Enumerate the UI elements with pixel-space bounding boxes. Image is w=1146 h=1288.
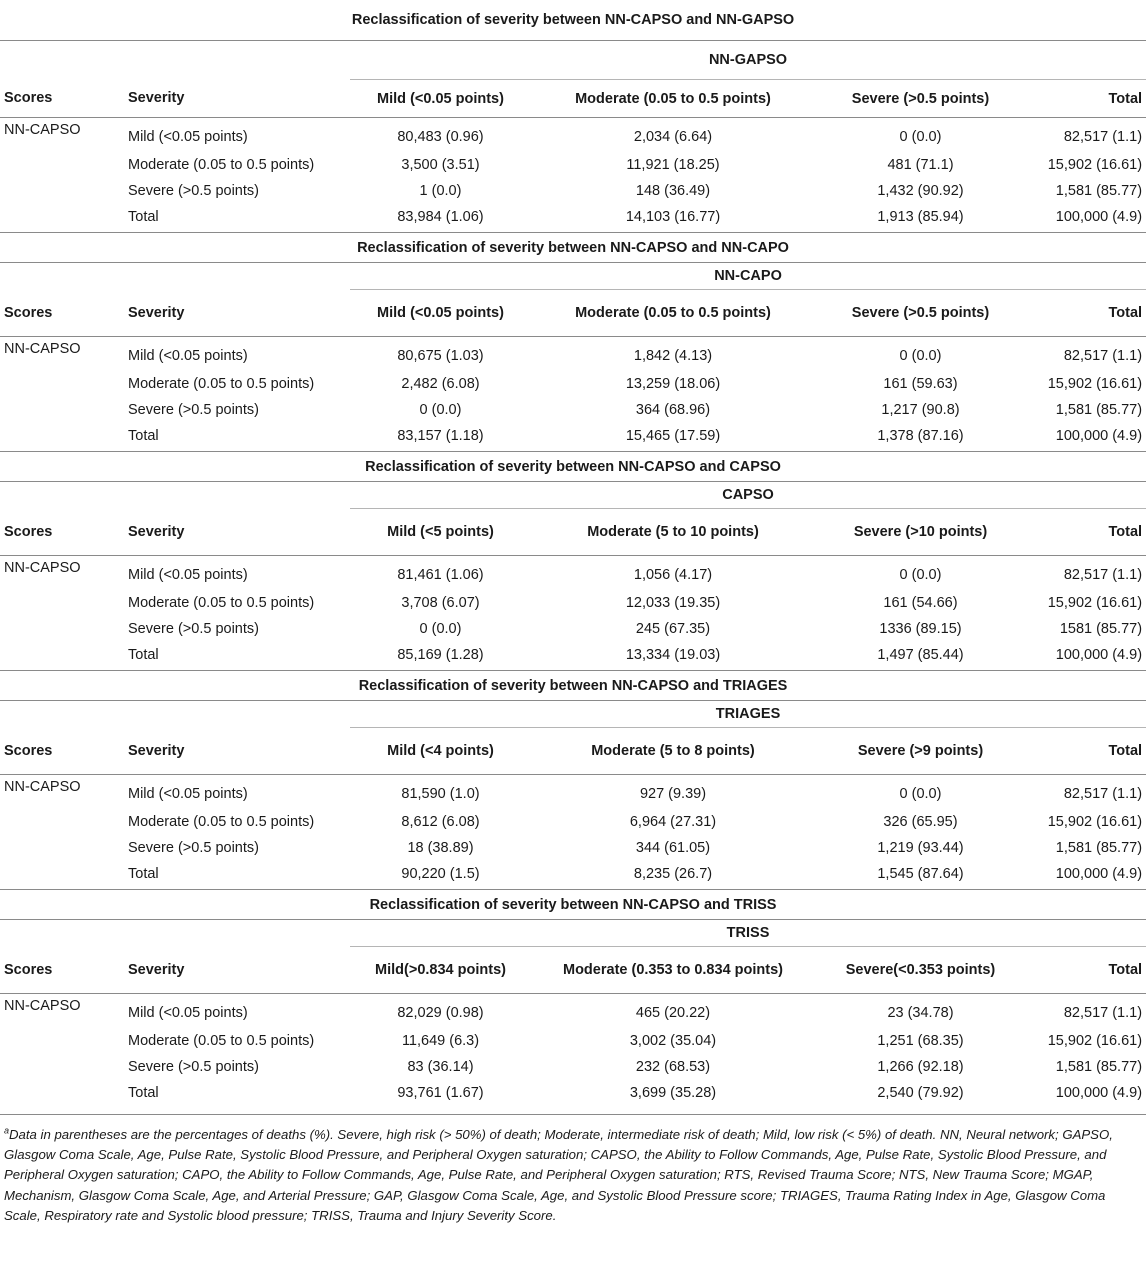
header-mild: Mild (<5 points) (350, 509, 531, 556)
table-row (0, 775, 1146, 810)
cell-total: 1,581 (85.77) (1055, 1059, 1143, 1075)
score-label (0, 204, 122, 233)
header-severity: Severity (122, 728, 350, 775)
severity-label: Total (128, 647, 159, 663)
cell-severe: 326 (65.95) (883, 814, 958, 830)
model-header-row (0, 920, 1146, 947)
table-row (0, 809, 1146, 835)
cell-severe: 1,266 (92.18) (877, 1059, 964, 1075)
score-label (0, 861, 122, 890)
header-total: Total (1026, 728, 1146, 775)
cell-moderate: 8,235 (26.7) (633, 866, 713, 882)
cell-severe: 0 (0.0) (899, 567, 942, 583)
score-label (0, 642, 122, 671)
cell-moderate: 465 (20.22) (635, 1005, 711, 1021)
comparison-model-name: TRIAGES (350, 701, 1146, 728)
cell-mild: 81,590 (1.0) (401, 786, 480, 802)
score-label (0, 590, 122, 616)
cell-total: 1,581 (85.77) (1055, 840, 1143, 856)
cell-mild: 80,675 (1.03) (397, 348, 484, 364)
severity-label: Moderate (0.05 to 0.5 points) (128, 1033, 315, 1049)
cell-total: 100,000 (4.9) (1055, 647, 1143, 663)
severity-label: Mild (<0.05 points) (128, 348, 248, 364)
cell-mild: 93,761 (1.67) (397, 1085, 484, 1101)
section-title: Reclassification of severity between NN-CAPSO and TRIAGES (0, 671, 1146, 701)
cell-severe: 23 (34.78) (887, 1005, 954, 1021)
section-title: Reclassification of severity between NN-CAPSO and NN-CAPO (0, 233, 1146, 263)
severity-label: Moderate (0.05 to 0.5 points) (128, 814, 315, 830)
cell-moderate: 1,842 (4.13) (633, 348, 713, 364)
cell-total: 100,000 (4.9) (1055, 866, 1143, 882)
cell-mild: 83,984 (1.06) (397, 209, 484, 225)
table-row (0, 371, 1146, 397)
section-title: Reclassification of severity between NN-CAPSO and NN-GAPSO (0, 0, 1146, 41)
section-title-row (0, 0, 1146, 41)
cell-mild: 82,029 (0.98) (397, 1005, 484, 1021)
cell-moderate: 927 (9.39) (639, 786, 707, 802)
column-header-row (0, 947, 1146, 994)
table-row (0, 178, 1146, 204)
cell-severe: 161 (59.63) (883, 376, 958, 392)
cell-moderate: 148 (36.49) (635, 183, 711, 199)
header-mild: Mild(>0.834 points) (350, 947, 531, 994)
cell-mild: 8,612 (6.08) (401, 814, 480, 830)
cell-total: 100,000 (4.9) (1055, 1085, 1143, 1101)
comparison-model-name: NN-GAPSO (350, 41, 1146, 80)
cell-severe: 1,219 (93.44) (877, 840, 964, 856)
table-row (0, 616, 1146, 642)
cell-moderate: 13,259 (18.06) (625, 376, 721, 392)
column-header-row (0, 80, 1146, 118)
cell-total: 82,517 (1.1) (1063, 567, 1143, 583)
cell-moderate: 2,034 (6.64) (633, 129, 713, 145)
cell-moderate: 13,334 (19.03) (625, 647, 721, 663)
section-title-row (0, 233, 1146, 263)
cell-severe: 161 (54.66) (883, 595, 958, 611)
cell-mild: 18 (38.89) (407, 840, 474, 856)
model-row-spacer (0, 482, 350, 509)
cell-total: 15,902 (16.61) (1047, 595, 1143, 611)
table-row (0, 204, 1146, 233)
severity-label: Severe (>0.5 points) (128, 183, 259, 199)
header-severity: Severity (122, 290, 350, 337)
footnote-marker: a (4, 1125, 10, 1136)
model-row-spacer (0, 920, 350, 947)
cell-severe: 1,545 (87.64) (877, 866, 964, 882)
cell-total: 100,000 (4.9) (1055, 428, 1143, 444)
cell-total: 1581 (85.77) (1059, 621, 1143, 637)
header-severity: Severity (122, 947, 350, 994)
score-label (0, 178, 122, 204)
cell-moderate: 1,056 (4.17) (633, 567, 713, 583)
header-total: Total (1026, 80, 1146, 118)
header-severe: Severe (>9 points) (815, 728, 1026, 775)
header-scores: Scores (0, 290, 122, 337)
severity-label: Moderate (0.05 to 0.5 points) (128, 376, 315, 392)
header-severe: Severe(<0.353 points) (815, 947, 1026, 994)
comparison-model-name: NN-CAPO (350, 263, 1146, 290)
cell-moderate: 3,002 (35.04) (629, 1033, 717, 1049)
header-scores: Scores (0, 728, 122, 775)
model-header-row (0, 482, 1146, 509)
header-severity: Severity (122, 80, 350, 118)
score-label: NN-CAPSO (4, 998, 81, 1014)
cell-total: 15,902 (16.61) (1047, 814, 1143, 830)
severity-label: Moderate (0.05 to 0.5 points) (128, 595, 315, 611)
header-mild: Mild (<0.05 points) (350, 80, 531, 118)
header-moderate: Moderate (0.353 to 0.834 points) (531, 947, 815, 994)
cell-severe: 1336 (89.15) (879, 621, 962, 637)
cell-severe: 1,378 (87.16) (877, 428, 964, 444)
table-row (0, 861, 1146, 890)
cell-severe: 1,432 (90.92) (877, 183, 964, 199)
model-header-row (0, 41, 1146, 80)
score-label (0, 371, 122, 397)
score-label: NN-CAPSO (4, 560, 81, 576)
cell-moderate: 344 (61.05) (635, 840, 711, 856)
comparison-model-name: CAPSO (350, 482, 1146, 509)
header-moderate: Moderate (0.05 to 0.5 points) (531, 290, 815, 337)
score-label (0, 809, 122, 835)
cell-total: 82,517 (1.1) (1063, 1005, 1143, 1021)
cell-total: 1,581 (85.77) (1055, 402, 1143, 418)
header-severe: Severe (>0.5 points) (815, 290, 1026, 337)
header-scores: Scores (0, 80, 122, 118)
header-moderate: Moderate (0.05 to 0.5 points) (531, 80, 815, 118)
cell-moderate: 232 (68.53) (635, 1059, 711, 1075)
header-mild: Mild (<0.05 points) (350, 290, 531, 337)
severity-label: Severe (>0.5 points) (128, 1059, 259, 1075)
cell-moderate: 11,921 (18.25) (626, 157, 720, 173)
score-label (0, 423, 122, 452)
table-row (0, 423, 1146, 452)
model-header-row (0, 263, 1146, 290)
cell-total: 1,581 (85.77) (1055, 183, 1143, 199)
severity-label: Total (128, 1085, 159, 1101)
cell-moderate: 6,964 (27.31) (629, 814, 717, 830)
score-label (0, 1028, 122, 1054)
header-total: Total (1026, 509, 1146, 556)
score-label: NN-CAPSO (4, 779, 81, 795)
score-label: NN-CAPSO (4, 341, 81, 357)
table-row (0, 1028, 1146, 1054)
cell-total: 15,902 (16.61) (1047, 1033, 1143, 1049)
model-row-spacer (0, 263, 350, 290)
header-scores: Scores (0, 509, 122, 556)
table-row (0, 835, 1146, 861)
cell-mild: 83,157 (1.18) (397, 428, 484, 444)
column-header-row (0, 728, 1146, 775)
score-label: NN-CAPSO (4, 122, 81, 138)
section-title-row (0, 452, 1146, 482)
cell-mild: 0 (0.0) (419, 402, 462, 418)
cell-total: 15,902 (16.61) (1047, 376, 1143, 392)
table-footnote (0, 1114, 1146, 1226)
cell-severe: 2,540 (79.92) (877, 1085, 964, 1101)
cell-total: 82,517 (1.1) (1063, 129, 1143, 145)
cell-mild: 81,461 (1.06) (397, 567, 484, 583)
severity-label: Total (128, 209, 159, 225)
header-mild: Mild (<4 points) (350, 728, 531, 775)
cell-severe: 0 (0.0) (899, 786, 942, 802)
table-row (0, 556, 1146, 591)
section-title: Reclassification of severity between NN-CAPSO and CAPSO (0, 452, 1146, 482)
cell-mild: 11,649 (6.3) (401, 1033, 480, 1049)
table-row (0, 397, 1146, 423)
cell-mild: 3,708 (6.07) (401, 595, 480, 611)
cell-mild: 90,220 (1.5) (401, 866, 480, 882)
table-row (0, 994, 1146, 1029)
header-severe: Severe (>10 points) (815, 509, 1026, 556)
cell-moderate: 12,033 (19.35) (625, 595, 721, 611)
cell-moderate: 14,103 (16.77) (625, 209, 721, 225)
table-row (0, 118, 1146, 153)
column-header-row (0, 290, 1146, 337)
cell-total: 82,517 (1.1) (1063, 786, 1143, 802)
cell-moderate: 3,699 (35.28) (629, 1085, 717, 1101)
cell-severe: 1,497 (85.44) (877, 647, 964, 663)
header-moderate: Moderate (5 to 10 points) (531, 509, 815, 556)
cell-severe: 481 (71.1) (887, 157, 954, 173)
cell-total: 82,517 (1.1) (1063, 348, 1143, 364)
table-row (0, 1080, 1146, 1108)
table-row (0, 337, 1146, 372)
section-title: Reclassification of severity between NN-CAPSO and TRISS (0, 890, 1146, 920)
cell-mild: 83 (36.14) (407, 1059, 474, 1075)
section-title-row (0, 671, 1146, 701)
cell-moderate: 364 (68.96) (635, 402, 711, 418)
cell-mild: 0 (0.0) (419, 621, 462, 637)
cell-mild: 80,483 (0.96) (397, 129, 484, 145)
score-label (0, 397, 122, 423)
comparison-model-name: TRISS (350, 920, 1146, 947)
severity-label: Severe (>0.5 points) (128, 840, 259, 856)
footnote-text: Data in parentheses are the percentages of deaths (%). Severe, high risk (> 50%) of death; Moderate, intermediate risk of death; Mild, low risk (< 5%) of death. NN, Neural network; GAPSO, Glasgow Coma Scale, Age, Pulse Rate, Systolic Blood Pressure, and Peripheral Oxygen saturation; CAPSO, the Ability to Follow Commands, Age, Pulse Rate, Systolic Blood Pressure, and Peripheral Oxygen saturation; CAPO, the Ability to Follow Commands, Age, Pulse Rate, and Peripheral Oxygen saturation; RTS, Revised Trauma Score; NTS, New Trauma Score; MGAP, Mechanism, Glasgow Coma Scale, Age, and Arterial Pressure; GAP, Glasgow Coma Scale, Age, and Systolic Blood Pressure score; TRIAGES, Trauma Rating Index in Age, Glasgow Coma Scale, Respiratory rate and Systolic blood pressure; TRISS, Trauma and Injury Severity Score. (4, 1127, 1113, 1223)
section-title-row (0, 890, 1146, 920)
severity-label: Total (128, 866, 159, 882)
cell-severe: 1,251 (68.35) (877, 1033, 964, 1049)
severity-label: Mild (<0.05 points) (128, 567, 248, 583)
severity-label: Mild (<0.05 points) (128, 1005, 248, 1021)
header-severe: Severe (>0.5 points) (815, 80, 1026, 118)
cell-moderate: 15,465 (17.59) (625, 428, 721, 444)
cell-mild: 85,169 (1.28) (397, 647, 484, 663)
severity-label: Mild (<0.05 points) (128, 129, 248, 145)
model-row-spacer (0, 41, 350, 80)
cell-mild: 2,482 (6.08) (401, 376, 480, 392)
header-severity: Severity (122, 509, 350, 556)
score-label (0, 1054, 122, 1080)
severity-label: Moderate (0.05 to 0.5 points) (128, 157, 315, 173)
severity-label: Severe (>0.5 points) (128, 402, 259, 418)
cell-severe: 1,913 (85.94) (877, 209, 964, 225)
table-row (0, 1054, 1146, 1080)
score-label (0, 1080, 122, 1108)
severity-label: Severe (>0.5 points) (128, 621, 259, 637)
score-label (0, 835, 122, 861)
column-header-row (0, 509, 1146, 556)
model-row-spacer (0, 701, 350, 728)
score-label (0, 616, 122, 642)
cell-mild: 1 (0.0) (419, 183, 462, 199)
header-total: Total (1026, 290, 1146, 337)
table-row (0, 642, 1146, 671)
header-moderate: Moderate (5 to 8 points) (531, 728, 815, 775)
header-scores: Scores (0, 947, 122, 994)
header-total: Total (1026, 947, 1146, 994)
severity-label: Total (128, 428, 159, 444)
cell-severe: 0 (0.0) (899, 129, 942, 145)
cell-severe: 1,217 (90.8) (881, 402, 960, 418)
cell-moderate: 245 (67.35) (635, 621, 711, 637)
score-label (0, 152, 122, 178)
table-row (0, 152, 1146, 178)
cell-severe: 0 (0.0) (899, 348, 942, 364)
cell-mild: 3,500 (3.51) (401, 157, 480, 173)
cell-total: 100,000 (4.9) (1055, 209, 1143, 225)
cell-total: 15,902 (16.61) (1047, 157, 1143, 173)
table-row (0, 590, 1146, 616)
severity-label: Mild (<0.05 points) (128, 786, 248, 802)
model-header-row (0, 701, 1146, 728)
